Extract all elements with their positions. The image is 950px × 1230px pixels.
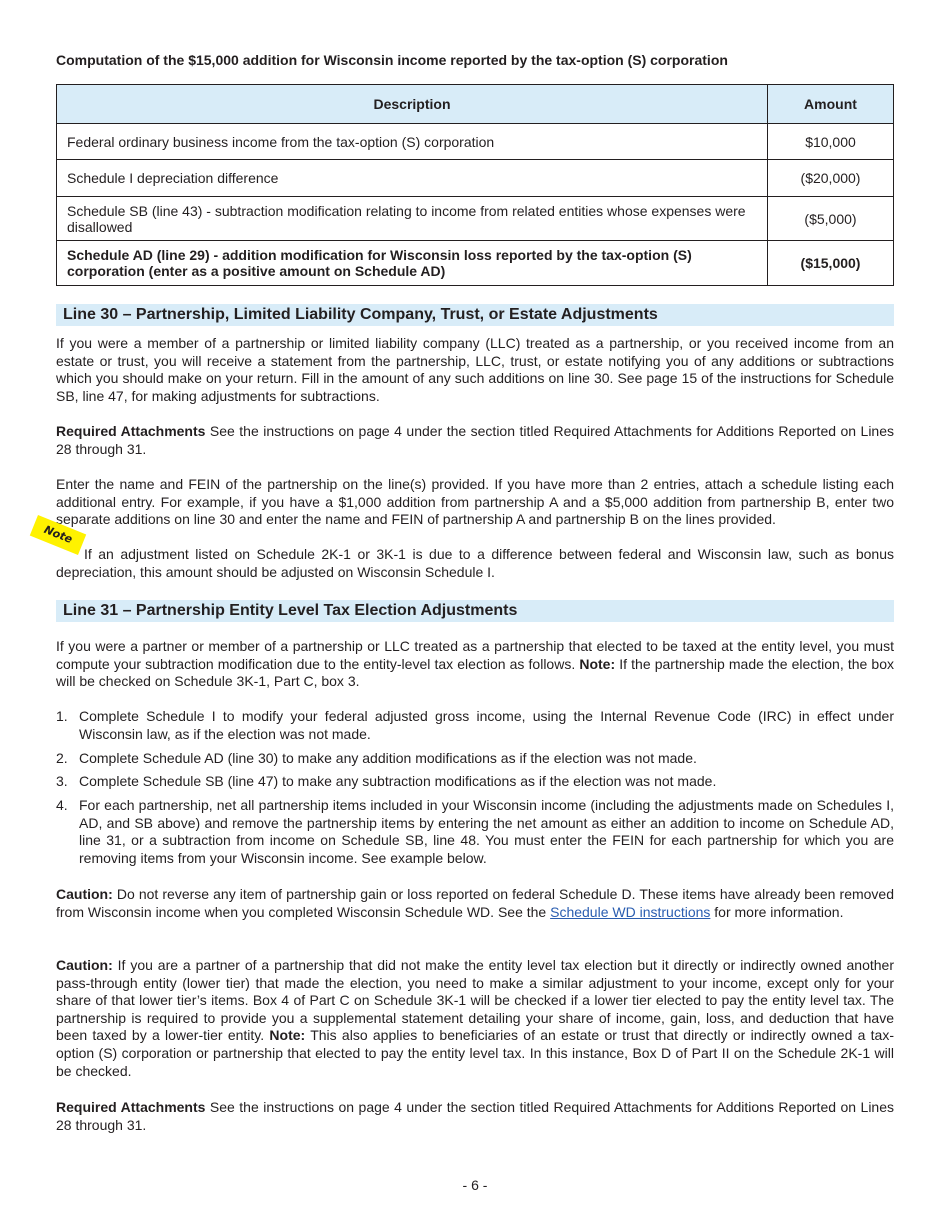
caution-label: Caution: <box>56 886 113 902</box>
list-item <box>56 708 894 743</box>
intro-text-b: If the partnership made the election, the box will be checked on Schedule 3K-1, Part C, box 3. <box>56 655 895 690</box>
caution-note-label: Note: <box>269 1027 306 1044</box>
row-description: Schedule AD (line 29) - addition modification for Wisconsin loss reported by the tax-option (S) corporation (enter as a positive amount on Schedule AD) <box>57 241 768 286</box>
row-amount: ($15,000) <box>768 241 894 286</box>
line30-heading: Line 30 – Partnership, Limited Liability Company, Trust, or Estate Adjustments <box>56 304 894 326</box>
step-text: For each partnership, net all partnership items included in your Wisconsin income (including the adjustments made on Schedules I, AD, and SB above) and remove the partnership items by entering the net amount as either an addition to income on Schedule AD, line 31, or a subtraction from income on Schedule SB, line 48. You must enter the FEIN for each partnership for which you are removing items from your Wisconsin income. See example below. <box>79 797 894 866</box>
list-item <box>56 750 894 768</box>
row-description: Schedule I depreciation difference <box>57 160 768 197</box>
attachments-label: Required Attachments <box>56 423 206 439</box>
table-row <box>57 124 894 160</box>
column-header-description: Description <box>57 85 768 124</box>
step-text: Complete Schedule I to modify your federal adjusted gross income, using the Internal Revenue Code (IRC) in effect under Wisconsin law, as if the election was not made. <box>79 708 894 742</box>
step-text: Complete Schedule SB (line 47) to make any subtraction modifications as if the election was not made. <box>79 773 717 789</box>
caution-text-b: This also applies to beneficiaries of an estate or trust that directly or indirectly owned a tax-option (S) corporation or partnership that elected to pay the entity level tax. In this instance, Box D of Part II on the Schedule 2K-1 will be checked. <box>56 1027 895 1079</box>
step-number: 4. <box>56 797 68 813</box>
attachments-label: Required Attachments <box>56 1099 206 1115</box>
caution-lower-tier <box>56 957 894 1080</box>
row-amount: ($5,000) <box>768 197 894 241</box>
intro-text-a: If you were a partner or member of a partnership or LLC treated as a partnership that elected to be taxed at the entity level, you must compute your subtraction modification due to the entity-level tax election as follows. <box>56 638 894 672</box>
attachments-text: See the instructions on page 4 under the section titled Required Attachments for Additions Reported on Lines 28 through 31. <box>56 1099 895 1133</box>
page-number: - 6 - <box>462 1177 488 1193</box>
caution-text-b: for more information. <box>710 903 844 920</box>
table-row <box>57 197 894 241</box>
list-item <box>56 773 894 791</box>
list-item <box>56 797 894 867</box>
step-number: 3. <box>56 773 68 789</box>
table-caption: Computation of the $15,000 addition for Wisconsin income reported by the tax-option (S) corporation <box>56 52 728 68</box>
caution-label: Caution: <box>56 957 113 973</box>
caution-text-a: If you are a partner of a partnership that did not make the entity level tax election but it directly or indirectly owned another pass-through entity (lower tier) that made the election, you need to make a similar adjustment to your income, except only for your share of that lower tier’s items. Box 4 of Part C on Schedule 3K-1 will be checked if a lower tier elected to pay the entity level tax. The partnership is required to provide you a supplemental statement detailing your share of income, gain, loss, and deduction that have been taxed by a lower-tier entity. <box>56 957 894 1044</box>
intro-note-label: Note: <box>579 655 616 672</box>
caution-schedule-d <box>56 886 894 921</box>
row-description: Schedule SB (line 43) - subtraction modification relating to income from related entities whose expenses were disallowed <box>57 197 768 241</box>
line31-attachments <box>56 1099 894 1134</box>
line30-paragraph: If you were a member of a partnership or limited liability company (LLC) treated as a partnership, or you received income from an estate or trust, you will receive a statement from the partnership, LLC, trust, or estate notifying you of any additions or subtractions which you should make on your return. Fill in the amount of any such additions on line 30. See page 15 of the instructions for Schedule SB, line 47, for making adjustments for subtractions. <box>56 335 894 404</box>
line31-heading: Line 31 – Partnership Entity Level Tax Election Adjustments <box>56 600 894 622</box>
table-row <box>57 160 894 197</box>
step-text: Complete Schedule AD (line 30) to make any addition modifications as if the election was not made. <box>79 750 697 766</box>
row-amount: ($20,000) <box>768 160 894 197</box>
line31-intro <box>56 638 894 691</box>
column-header-amount: Amount <box>768 85 894 124</box>
step-number: 1. <box>56 708 68 724</box>
row-description: Federal ordinary business income from the tax-option (S) corporation <box>57 124 768 160</box>
row-amount: $10,000 <box>768 124 894 160</box>
line30-entry-instructions: Enter the name and FEIN of the partnership on the line(s) provided. If you have more than 2 entries, attach a schedule listing each additional entry. For example, if you have a $1,000 addition from partnership A and a $5,000 addition from partnership B, enter two separate additions on line 30 and enter the name and FEIN of partnership A and partnership B on the lines provided. <box>56 476 894 528</box>
attachments-text: See the instructions on page 4 under the section titled Required Attachments for Additions Reported on Lines 28 through 31. <box>56 423 895 457</box>
step-number: 2. <box>56 750 68 766</box>
line30-note-text: If an adjustment listed on Schedule 2K-1 or 3K-1 is due to a difference between federal and Wisconsin law, such as bonus depreciation, this amount should be adjusted on Wisconsin Schedule I. <box>56 546 894 580</box>
schedule-wd-instructions-link[interactable]: Schedule WD instructions <box>550 903 711 920</box>
caution-text-a: Do not reverse any item of partnership gain or loss reported on federal Schedule D. These items have already been removed from Wisconsin income when you completed Wisconsin Schedule WD. See the <box>56 886 894 920</box>
line30-attachments <box>56 423 894 458</box>
computation-table <box>56 84 894 286</box>
table-row-total <box>57 241 894 286</box>
note-badge-label: Note <box>30 515 86 555</box>
